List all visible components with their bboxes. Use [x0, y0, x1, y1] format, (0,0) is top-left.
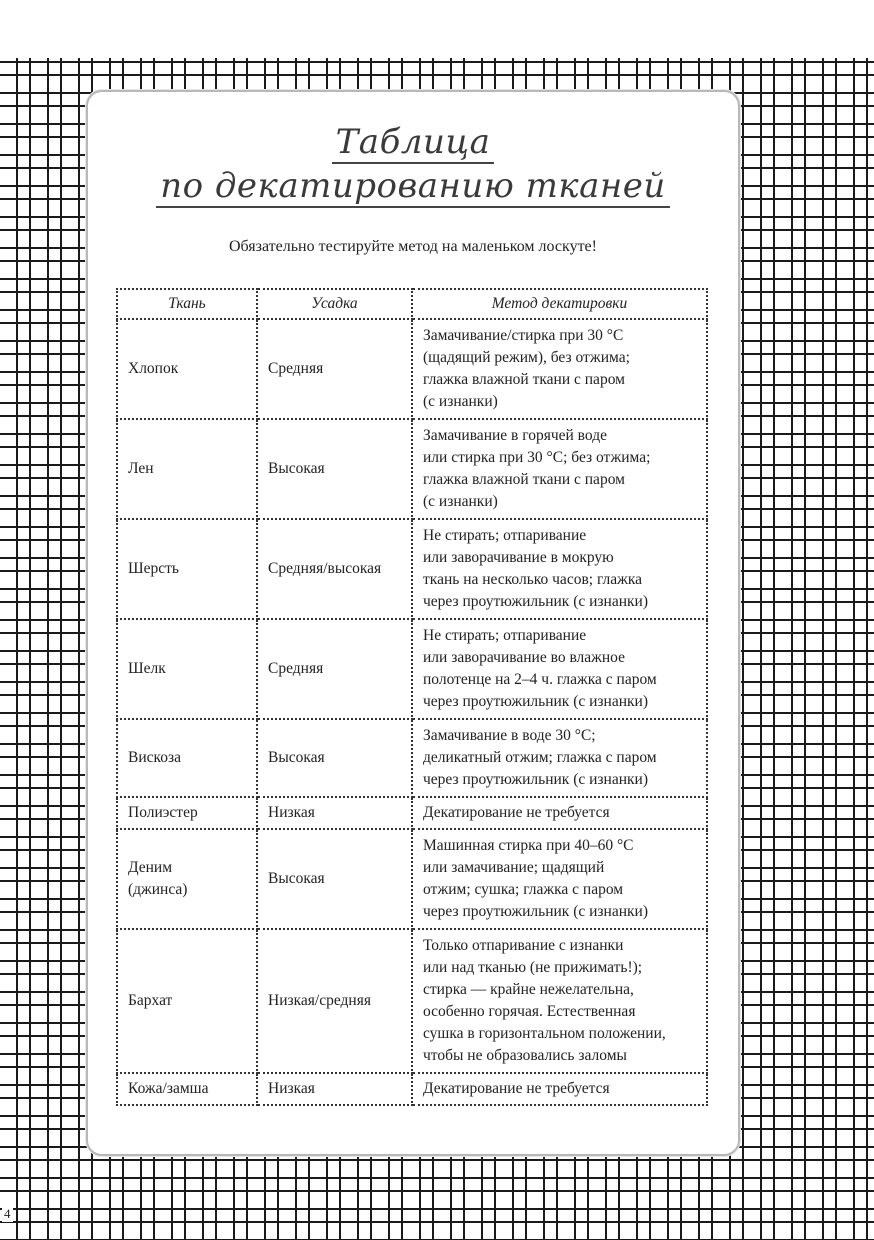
cell-method: Замачивание/стирка при 30 °С (щадящий режим), без отжима; глажка влажной ткани с паром (с изнанки): [412, 319, 707, 419]
cell-fabric: Кожа/замша: [117, 1073, 257, 1105]
cell-method: Не стирать; отпаривание или заворачивание во влажное полотенце на 2–4 ч. глажка с паром через проутюжильник (с изнанки): [412, 619, 707, 719]
table-row: [117, 929, 707, 1073]
table-row: [117, 619, 707, 719]
cell-method: Замачивание в горячей воде или стирка при 30 °С; без отжима; глажка влажной ткани с паром (с изнанки): [412, 419, 707, 519]
cell-shrinkage: Низкая/средняя: [257, 929, 412, 1073]
table-row: [117, 829, 707, 929]
table-row: [117, 419, 707, 519]
header-shrinkage: Усадка: [257, 289, 412, 319]
cell-fabric: Вискоза: [117, 719, 257, 797]
cell-shrinkage: Высокая: [257, 829, 412, 929]
cell-fabric: Бархат: [117, 929, 257, 1073]
page-title-line-2: по декатированию тканей: [88, 166, 738, 206]
content-card: [86, 90, 740, 1156]
page-title-line-1: Таблица: [88, 122, 738, 162]
cell-method: Только отпаривание с изнанки или над тканью (не прижимать!); стирка — крайне нежелательна, особенно горячая. Естественная сушка в горизонтальном положении, чтобы не образовались заломы: [412, 929, 707, 1073]
table-row: [117, 719, 707, 797]
cell-shrinkage: Средняя/высокая: [257, 519, 412, 619]
cell-method: Замачивание в воде 30 °С; деликатный отжим; глажка с паром через проутюжильник (с изнанки): [412, 719, 707, 797]
cell-shrinkage: Низкая: [257, 1073, 412, 1105]
cell-method: Не стирать; отпаривание или заворачивание в мокрую ткань на несколько часов; глажка через проутюжильник (с изнанки): [412, 519, 707, 619]
cell-method: Декатирование не требуется: [412, 797, 707, 829]
table-row: [117, 797, 707, 829]
fabric-table: [116, 288, 708, 1106]
table-row: [117, 519, 707, 619]
cell-shrinkage: Средняя: [257, 619, 412, 719]
header-fabric: Ткань: [117, 289, 257, 319]
cell-fabric: Хлопок: [117, 319, 257, 419]
cell-shrinkage: Низкая: [257, 797, 412, 829]
cell-fabric: Деним (джинса): [117, 829, 257, 929]
table-header-row: [117, 289, 707, 319]
cell-shrinkage: Высокая: [257, 719, 412, 797]
cell-fabric: Полиэстер: [117, 797, 257, 829]
cell-fabric: Лен: [117, 419, 257, 519]
header-method: Метод декатировки: [412, 289, 707, 319]
cell-fabric: Шелк: [117, 619, 257, 719]
subtitle: Обязательно тестируйте метод на маленьком лоскуте!: [229, 238, 597, 255]
table-row: [117, 319, 707, 419]
cell-shrinkage: Средняя: [257, 319, 412, 419]
cell-fabric: Шерсть: [117, 519, 257, 619]
cell-shrinkage: Высокая: [257, 419, 412, 519]
page-number: 4: [4, 1206, 11, 1221]
cell-method: Декатирование не требуется: [412, 1073, 707, 1105]
table-row: [117, 1073, 707, 1105]
top-margin: [0, 0, 874, 58]
cell-method: Машинная стирка при 40–60 °С или замачивание; щадящий отжим; сушка; глажка с паром через проутюжильник (с изнанки): [412, 829, 707, 929]
